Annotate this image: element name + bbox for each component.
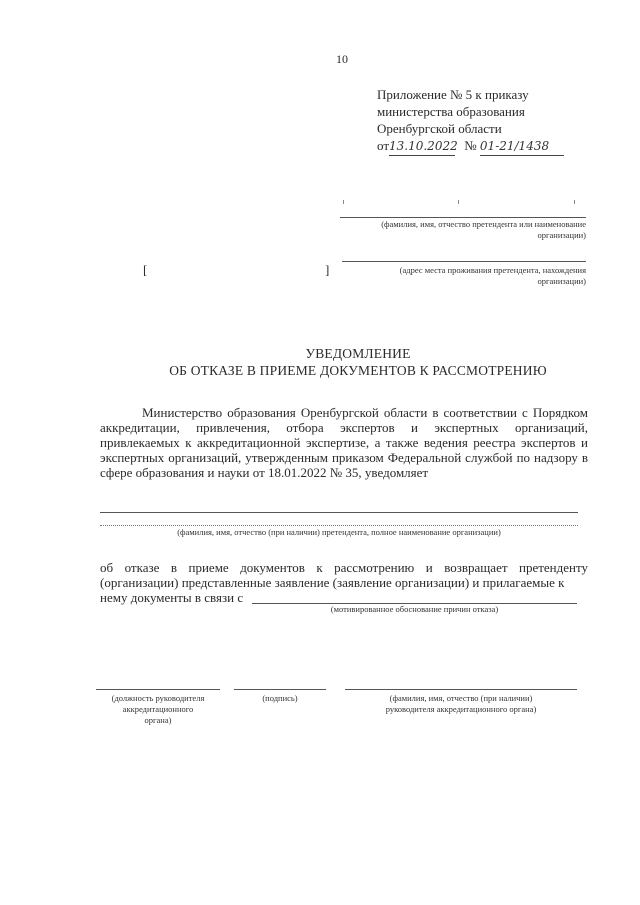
- paragraph-refusal: об отказе в приеме документов к рассмотрению и возвращает претенденту (организации) представленные заявление (заявление организации) и прилагаемые к: [100, 560, 588, 590]
- bracket-right: ]: [325, 262, 330, 277]
- bracket-left: [: [143, 262, 148, 277]
- appendix-date-number-line: [377, 137, 564, 156]
- recipient-name-caption: (фамилия, имя, отчество претендента или наименование организации): [381, 219, 586, 240]
- recipient-address-caption: (адрес места проживания претендента, нахождения организации): [399, 265, 586, 286]
- scan-mark: [343, 200, 344, 204]
- number-value: 01-21/1438: [480, 138, 564, 156]
- applicant-line-2: [100, 525, 578, 526]
- paragraph-refusal-last-line: нему документы в связи с: [100, 590, 244, 605]
- document-subtitle: ОБ ОТКАЗЕ В ПРИЕМЕ ДОКУМЕНТОВ К РАССМОТРЕНИЮ: [169, 363, 547, 378]
- paragraph-notification: Министерство образования Оренбургской области в соответствии с Порядком аккредитации, привлечения, отбора экспертов и экспертных организаций, привлекаемых к аккредитационной экспертизе, а также ведения реестра экспертов и экспертных организаций, утвержденным приказом Федеральной службой по надзору в сфере образования и науки от 18.01.2022 № 35, уведомляет: [100, 405, 588, 480]
- appendix-line-3: Оренбургской области: [377, 121, 502, 136]
- position-line: [96, 689, 220, 690]
- sign-line: [234, 689, 326, 690]
- recipient-address-line: [342, 261, 586, 262]
- applicant-caption: (фамилия, имя, отчество (при наличии) претендента, полное наименование организации): [177, 527, 501, 537]
- scan-mark: [574, 200, 575, 204]
- scan-mark: [458, 200, 459, 204]
- reason-caption: (мотивированное обоснование причин отказа): [330, 604, 499, 614]
- applicant-line-1: [100, 512, 578, 513]
- head-name-line: [345, 689, 577, 690]
- head-name-caption: (фамилия, имя, отчество (при наличии) руководителя аккредитационного органа): [385, 693, 537, 714]
- date-prefix: от: [377, 138, 390, 153]
- appendix-line-1: Приложение № 5 к приказу: [377, 87, 529, 102]
- sign-caption: (подпись): [262, 693, 298, 703]
- appendix-line-2: министерства образования: [377, 104, 525, 119]
- page-number: 10: [336, 52, 348, 66]
- appendix-header: [377, 86, 564, 156]
- date-value: 13.10.2022: [389, 138, 455, 156]
- document-title: УВЕДОМЛЕНИЕ: [305, 346, 411, 361]
- number-prefix: №: [464, 138, 477, 153]
- recipient-name-line: [340, 217, 586, 218]
- position-caption: (должность руководителя аккредитационного органа): [111, 693, 205, 725]
